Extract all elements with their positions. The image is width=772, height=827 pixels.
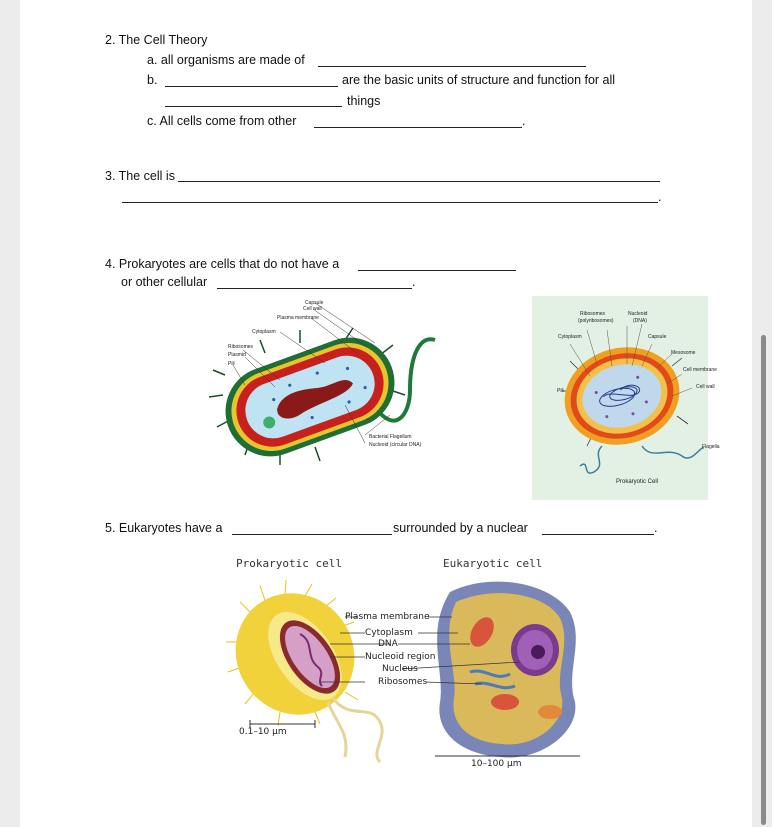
q5-period: . xyxy=(654,521,658,535)
fig3-eukaryote-shape xyxy=(437,582,576,758)
fig3-scale-left: 0.1–10 µm xyxy=(239,727,287,737)
fig2-label-cytoplasm: Cytoplasm xyxy=(558,334,582,340)
q5-middle: surrounded by a nuclear xyxy=(393,521,528,535)
fig3-title-prokaryotic: Prokaryotic cell xyxy=(236,557,342,570)
q2b-cont: things xyxy=(347,94,381,108)
fig1-label-flagellum: Bacterial Flagellum xyxy=(369,434,412,440)
q3-period: . xyxy=(658,190,662,204)
q2b-blank[interactable] xyxy=(165,86,338,87)
q3-text: 3. The cell is xyxy=(105,169,175,183)
fig3-label-nucleoid-region: Nucleoid region xyxy=(365,652,436,662)
fig3-scale-right: 10–100 µm xyxy=(471,759,522,769)
q2-heading: 2. The Cell Theory xyxy=(105,33,208,47)
q4-blank-2[interactable] xyxy=(217,288,412,289)
fig3-label-cytoplasm: Cytoplasm xyxy=(365,628,413,638)
q5-blank-1[interactable] xyxy=(232,534,392,535)
fig1-label-pili: Pili xyxy=(228,361,235,367)
fig3-label-dna: DNA xyxy=(378,639,398,649)
q4-blank-1[interactable] xyxy=(358,270,516,271)
fig2-label-cell-membrane: Cell membrane xyxy=(683,367,717,373)
q2a-blank[interactable] xyxy=(318,66,586,67)
fig2-label-mesosome: Mesosome xyxy=(671,350,696,356)
q3-blank[interactable] xyxy=(178,181,660,182)
fig1-label-plasmid: Plasmid xyxy=(228,352,246,358)
fig2-label-capsule: Capsule xyxy=(648,334,667,340)
q5-text: 5. Eukaryotes have a xyxy=(105,521,223,535)
fig3-label-nucleus: Nucleus xyxy=(382,664,418,674)
fig2-label-cell-wall: Cell wall xyxy=(696,384,715,390)
fig1-label-plasma-membrane: Plasma membrane xyxy=(277,315,319,321)
fig3-label-plasma-membrane: Plasma membrane xyxy=(345,612,430,622)
q2c-period: . xyxy=(522,114,526,128)
fig1-label-ribosomes: Ribosomes xyxy=(228,344,254,350)
fig2-label-ribosomes: Ribosomes xyxy=(580,311,606,317)
vertical-scrollbar[interactable] xyxy=(761,335,766,825)
q2c-blank[interactable] xyxy=(314,127,522,128)
fig2-label-nucleoid: Nucleoid xyxy=(628,311,648,317)
q4-line1: 4. Prokaryotes are cells that do not have a xyxy=(105,257,340,271)
q4-line2: or other cellular xyxy=(121,275,208,289)
fig2-label-flagella: Flagella xyxy=(702,444,720,450)
fig3-label-ribosomes: Ribosomes xyxy=(378,677,428,687)
fig1-label-capsule: Capsule xyxy=(305,300,324,306)
fig1-label-nucleoid: Nucleoid (circular DNA) xyxy=(369,442,422,448)
q2b-blank-2[interactable] xyxy=(165,106,342,107)
q5-blank-2[interactable] xyxy=(542,534,654,535)
fig2-caption: Prokaryotic Cell xyxy=(616,479,659,485)
fig1-label-cell-wall: Cell wall xyxy=(303,306,322,312)
fig1-label-cytoplasm: Cytoplasm xyxy=(252,329,276,335)
q2c-text: c. All cells come from other xyxy=(147,114,297,128)
q2a-text: a. all organisms are made of xyxy=(147,53,305,67)
fig2-label-dna: (DNA) xyxy=(633,318,647,324)
q3-blank-2[interactable] xyxy=(122,202,658,203)
fig3-title-eukaryotic: Eukaryotic cell xyxy=(443,557,543,570)
prokaryotic-cell-diagram xyxy=(532,296,708,500)
fig2-label-polyribosomes: (polyribosomes) xyxy=(578,318,614,324)
q2b-prefix: b. xyxy=(147,73,158,87)
q2b-text: are the basic units of structure and function for all xyxy=(342,73,616,87)
worksheet-page xyxy=(20,0,752,827)
fig2-label-pili: Pili xyxy=(557,388,564,394)
q4-period: . xyxy=(412,275,416,289)
